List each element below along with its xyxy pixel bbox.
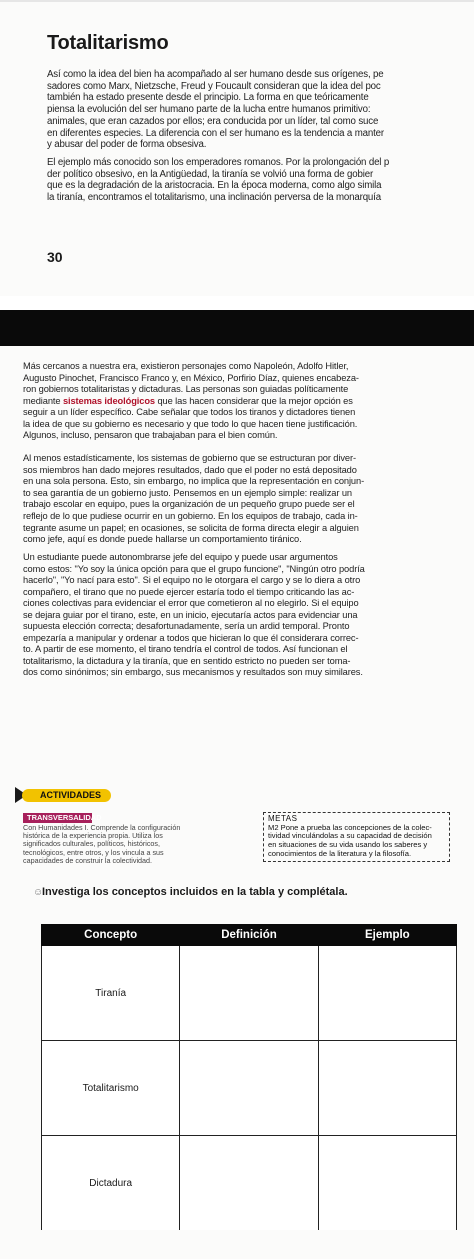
example-cell[interactable] [318,1136,456,1231]
text-line: Algunos, incluso, pensaron que trabajaban para el bien común. [23,430,278,440]
table-row [42,1041,457,1136]
concepts-table [41,924,457,1230]
definition-cell[interactable] [180,1136,318,1231]
header-definicion: Definición [180,925,318,946]
text-line: compañero, el tirano que no puede ejercer estaría todo el tiempo criticando las ac- [23,586,355,597]
text-line: como jefe, aquí es donde puede hallarse un comportamiento tiránico. [23,534,302,545]
text-line: como estos: "Yo soy la única opción para que el grupo funcione", "Ningún otro podría [23,563,365,574]
header-concepto: Concepto [42,925,180,946]
text-line: seguir a un líder específico. Cabe señalar que todos los tiranos y dictadores tienen [23,407,356,417]
text-line: animales, que eran cazados por ellos; era conducida por un líder, tal como suce [47,115,379,127]
text-line: der político obsesivo, en la Antigüedad, la tiranía se volvió una forma de gobier [47,168,374,180]
metas-heading: METAS [268,814,298,823]
text-line: sos miembros han dado mejores resultados, dado que el poder no está depositado [23,464,357,475]
section-title: Totalitarismo [47,32,169,54]
text-line: Un estudiante puede autonombrarse jefe del equipo y puede usar argumentos [23,552,338,562]
text-line: la tiranía, encontramos el totalitarismo, una inclinación perversa de la monarquía [47,192,381,204]
text-line: ron gobiernos totalitaristas y dictaduras. Las personas son guiadas políticamente [23,384,349,394]
text-line: totalitarismo, la dictadura y la tiranía, que en sentido estricto no pueden ser toma- [23,655,351,666]
transversalidad-text [23,824,180,865]
text-line: también ha estado presente desde el principio. La forma en que teóricamente [47,92,369,104]
page-separator-band [0,310,474,346]
text-line: se dejara guiar por el tirano, este, en un inicio, ejecutaría actos para evidenciar una [23,609,358,620]
table-row [42,1136,457,1231]
concept-cell: Totalitarismo [42,1041,180,1136]
example-cell[interactable] [318,1041,456,1136]
text-line: supuesta elección correcta; desafortunadamente, sería un ardid temporal. Pronto [23,621,350,631]
table-row [42,946,457,1041]
metas-text [268,824,445,859]
header-ejemplo: Ejemplo [318,925,456,946]
text-line: significados culturales, políticos, históricos, [23,839,161,849]
text-line: Más cercanos a nuestra era, existieron personajes como Napoleón, Adolfo Hitler, [23,361,349,371]
highlighted-term: sistemas ideológicos [62,395,155,406]
text-line: tividad vinculándolas a su capacidad de decisión [268,831,432,841]
text-line: sadores como Marx, Nietzsche, Freud y Foucault consideran que la idea del poc [47,80,381,92]
text-line: la idea de que su gobierno es necesario y que todo lo que hacen tiene justificación. [23,418,358,429]
text-line: Así como la idea del bien ha acompañado al ser humano desde sus orígenes, pe [47,69,384,80]
concept-cell: Dictadura [42,1136,180,1231]
metas-box [263,812,450,862]
page-number: 30 [47,249,63,265]
text-line: tecnológicos, entre otros, y los vincula a sus [23,847,164,857]
text-line: histórica de la experiencia propia. Utiliza los [23,831,163,841]
text-line: reflejo de lo que pudiese ocurrir en un gobierno. En los equipos de trabajo, cada in- [23,511,358,521]
example-cell[interactable] [318,946,456,1041]
team-icon: ☺ [33,887,44,898]
text-line: hacerlo", "Yo nací para esto". Si el equipo no le otorgara el cargo y se lo diera a otro [23,575,361,585]
concept-cell: Tiranía [42,946,180,1041]
text-line: Con Humanidades I. Comprende la configuración [23,823,181,832]
text-line: piensa la evolución del ser humano parte de la lucha entre humanos primitivo: [47,104,371,116]
previous-page [0,0,474,298]
text-line: Augusto Pinochet, Francisco Franco y, en México, Porfirio Díaz, quienes encabeza- [23,372,359,383]
text-line: El ejemplo más conocido son los emperadores romanos. Por la prolongación del p [47,157,390,168]
text-line: to sea garantía de un gobierno justo. Pensemos en un ejemplo simple: realizar un [23,487,352,498]
text-line: y abusar del poder de forma obsesiva. [47,139,207,151]
text-line: Al menos estadísticamente, los sistemas de gobierno que se estructuran por diver- [23,453,356,463]
text-line: conocimientos de la literatura y la filosofía. [268,848,412,858]
text-line: que es la degradación de la aristocracia. En la época moderna, como algo simila [47,180,382,192]
definition-cell[interactable] [180,1041,318,1136]
activities-badge: ACTIVIDADES [22,789,111,802]
text-line: en una sola persona. Esto, sin embargo, no implica que la representación en conjun- [23,476,365,487]
text-line: en diferentes especies. La diferencia con el ser humano es la tendencia a manter [47,127,384,139]
text-span: mediante [23,395,63,406]
activity-instruction: Investiga los conceptos incluidos en la tabla y complétala. [42,886,348,898]
text-line: empezaría a manipular y ordenar a todos que hicieran lo que él considerara correc- [23,632,359,643]
text-line: dos como sinónimos; sin embargo, sus mecanismos y resultados son muy similares. [23,667,363,677]
text-line: M2 Pone a prueba las concepciones de la colec- [268,822,432,832]
text-span: que las hacen considerar que la mejor opción es [154,395,353,406]
text-line: to. A partir de ese momento, el tirano tendría el control de todos. Así funcionan el [23,644,348,654]
definition-cell[interactable] [180,946,318,1041]
text-line: tegrante asume un papel; en ocasiones, se solicita de forma directa elegir a alguien [23,522,359,533]
transversalidad-heading: TRANSVERSALIDAD [23,813,92,823]
text-line: capacidades de construir la colectividad. [23,855,153,865]
text-line-highlighted [23,396,353,407]
text-line: trabajo escolar en equipo, pues la organización de un pequeño grupo puede ser el [23,499,355,510]
text-line: ciones colectivas para evidenciar el error que cometieron al no elegirlo. Si el equipo [23,598,359,608]
text-line: en situaciones de su vida usando los saberes y [268,840,428,850]
